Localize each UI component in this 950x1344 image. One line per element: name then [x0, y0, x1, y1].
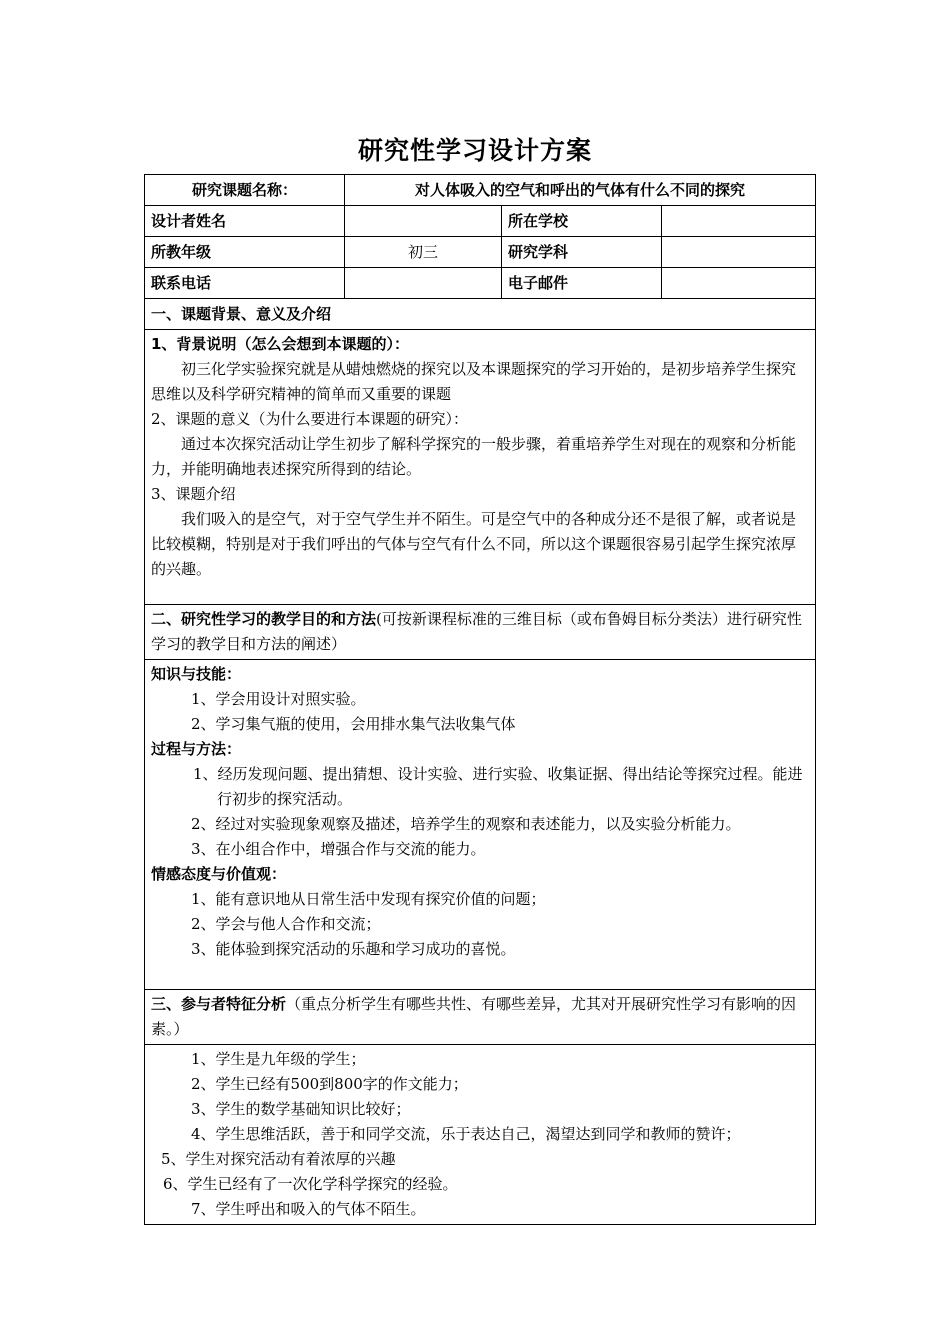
section2-heading-rest: (可按新课程标准的三维目标（或布鲁姆目标分类法）进行研究性学习的教学目和方法的阐述） [151, 610, 802, 653]
section3-heading [145, 990, 816, 1045]
background-text: 初三化学实验探究就是从蜡烛燃烧的探究以及本课题探究的学习开始的，是初步培养学生探究思维以及科学研究精神的简单而又重要的课题 [151, 360, 797, 403]
participant-item: 7、学生呼出和吸入的气体不陌生。 [191, 1200, 426, 1218]
designer-label: 设计者姓名 [145, 206, 345, 237]
email-label: 电子邮件 [502, 268, 662, 299]
section3-heading-rest: （重点分析学生有哪些共性、有哪些差异，尤其对开展研究性学习有影响的因素。） [151, 995, 797, 1038]
process-heading: 过程与方法： [151, 740, 242, 758]
section1-heading: 一、课题背景、意义及介绍 [145, 299, 816, 330]
subject-value [662, 237, 816, 268]
designer-row [145, 206, 816, 237]
emotion-item: 1、能有意识地从日常生活中发现有探究价值的问题； [191, 890, 546, 908]
section3-body [145, 1045, 816, 1225]
phone-label: 联系电话 [145, 268, 345, 299]
knowledge-heading: 知识与技能： [151, 665, 242, 683]
emotion-item: 2、学会与他人合作和交流； [191, 915, 381, 933]
meaning-text: 通过本次探究活动让学生初步了解科学探究的一般步骤，着重培养学生对现在的观察和分析能力，并能明确地表述探究所得到的结论。 [151, 435, 797, 478]
designer-value [345, 206, 502, 237]
emotion-heading: 情感态度与价值观： [151, 865, 287, 883]
topic-value: 对人体吸入的空气和呼出的气体有什么不同的探究 [345, 175, 816, 206]
process-item: 2、经过对实验现象观察及描述，培养学生的观察和表述能力，以及实验分析能力。 [191, 815, 741, 833]
section1-body-row [145, 330, 816, 605]
section2-heading-row [145, 605, 816, 660]
knowledge-item: 2、学习集气瓶的使用，会用排水集气法收集气体 [191, 715, 516, 733]
email-value [662, 268, 816, 299]
knowledge-item: 1、学会用设计对照实验。 [191, 690, 366, 708]
topic-label: 研究课题名称： [145, 175, 345, 206]
section3-heading-bold: 三、参与者特征分析 [151, 995, 287, 1013]
grade-label: 所教年级 [145, 237, 345, 268]
process-item: 3、在小组合作中，增强合作与交流的能力。 [191, 840, 486, 858]
phone-value [345, 268, 502, 299]
contact-row [145, 268, 816, 299]
participant-item: 1、学生是九年级的学生； [191, 1050, 366, 1068]
topic-row [145, 175, 816, 206]
intro-text: 我们吸入的是空气，对于空气学生并不陌生。可是空气中的各种成分还不是很了解，或者说是比较模糊，特别是对于我们呼出的气体与空气有什么不同，所以这个课题很容易引起学生探究浓厚的兴趣。 [151, 510, 797, 578]
school-label: 所在学校 [502, 206, 662, 237]
school-value [662, 206, 816, 237]
emotion-item: 3、能体验到探究活动的乐趣和学习成功的喜悦。 [191, 940, 516, 958]
section1-body [145, 330, 816, 605]
section2-body-row [145, 660, 816, 990]
participant-item: 5、学生对探究活动有着浓厚的兴趣 [161, 1150, 396, 1168]
grade-row [145, 237, 816, 268]
background-heading: 1、背景说明（怎么会想到本课题的）： [151, 335, 409, 353]
section2-body [145, 660, 816, 990]
process-item: 1、经历发现问题、提出猜想、设计实验、进行实验、收集证据、得出结论等探究过程。能进行初步的探究活动。 [193, 765, 803, 808]
design-form-table [144, 174, 816, 1225]
grade-value: 初三 [345, 237, 502, 268]
meaning-heading: 2、课题的意义（为什么要进行本课题的研究）： [151, 410, 469, 428]
section2-heading [145, 605, 816, 660]
participant-item: 3、学生的数学基础知识比较好； [191, 1100, 411, 1118]
subject-label: 研究学科 [502, 237, 662, 268]
participant-item: 2、学生已经有500到800字的作文能力； [191, 1075, 468, 1093]
intro-heading: 3、课题介绍 [151, 485, 236, 503]
section3-heading-row [145, 990, 816, 1045]
participant-item: 6、学生已经有了一次化学科学探究的经验。 [163, 1175, 458, 1193]
section3-body-row [145, 1045, 816, 1225]
page-title: 研究性学习设计方案 [357, 136, 592, 165]
section1-heading-row [145, 299, 816, 330]
participant-item: 4、学生思维活跃，善于和同学交流，乐于表达自己，渴望达到同学和教师的赞许； [191, 1125, 741, 1143]
section2-heading-bold: 二、研究性学习的教学目的和方法 [151, 610, 377, 628]
